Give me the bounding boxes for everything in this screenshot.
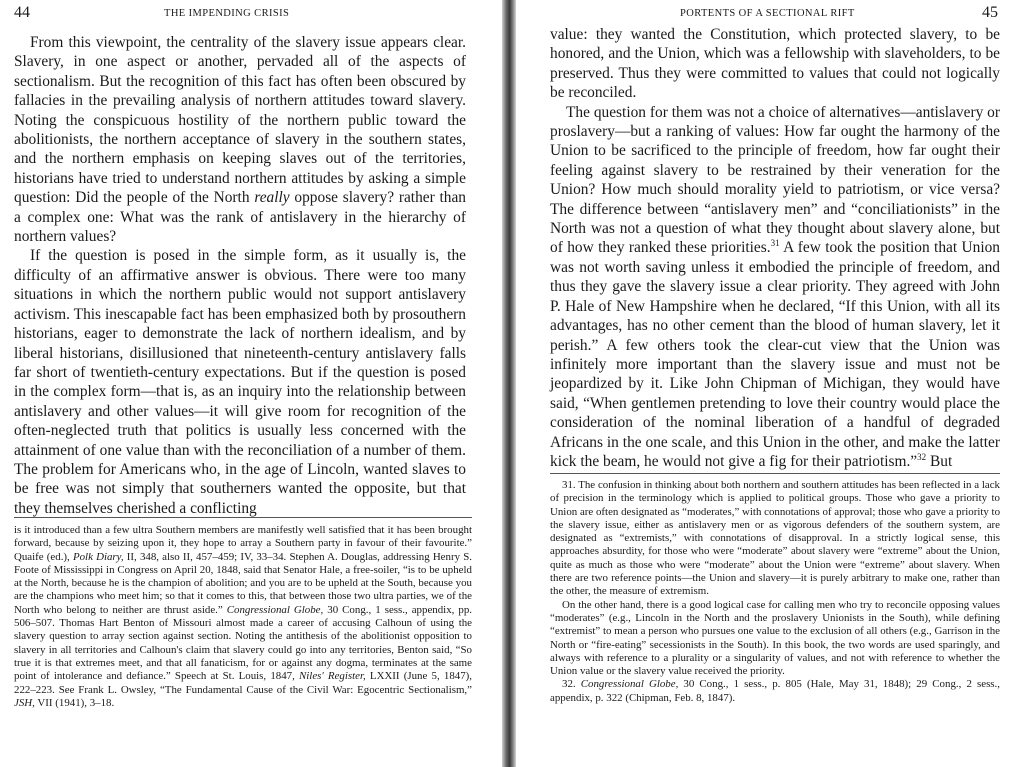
text-run: Polk Diary, (72, 550, 124, 563)
paragraph (550, 678, 1000, 705)
body-text (14, 33, 466, 518)
text-run: A few took the position that Union was not worth saving unless it embodied the principle of freedom, and thus they gave the slavery issue a clear priority. They agreed with John P. Hale of New Hampshire when he declared, “If this Union, with all its advantages, has no other cement than the blood of human slavery, let it perish.” A few others took the clear-cut view that the Union was infinitely more important than the slavery issue and must not be jeopardized by it. Like John Chipman of Michigan, they would have said, “When gentlemen pretending to love their country would place the consideration of the nominal liberation of a handful of degraded Africans in the one scale, and this Union in the other, and make the latter kick the beam, he would not give a fig for their patriotism.” (550, 239, 1000, 470)
footnotes (14, 524, 472, 710)
paragraph (550, 599, 1000, 679)
body-text (550, 25, 1000, 471)
running-head: PORTENTS OF A SECTIONAL RIFT (680, 8, 855, 19)
text-run: oppose slavery? rather than a complex one: What was the rank of antislavery in the hierarchy of northern values? (14, 189, 466, 246)
footnote-ref: 32 (917, 451, 927, 462)
page-number: 45 (982, 4, 998, 21)
text-run: really (254, 189, 290, 207)
text-run: Congressional Globe, (580, 678, 679, 691)
book-gutter (502, 0, 516, 767)
footnote-rule (550, 473, 1000, 474)
footnote-ref: 31 (770, 238, 780, 249)
paragraph (550, 479, 1000, 599)
text-run: But (926, 452, 953, 470)
running-head: THE IMPENDING CRISIS (164, 8, 290, 19)
text-run: 30 Cong., 1 sess., appendix, pp. 506–507. Thomas Hart Benton of Missouri almost made a career of accusing Calhoun of using the slavery question to array section against section. Noting the antithesis of the abolitionist opposition to slavery in all territories and Calhoun's claim that slavery could go into any territories, Benton said, “So true it is that extremes meet, and that all fanaticism, for or against any dogma, terminates at the same point of intolerance and defiance.” Speech at St. Louis, 1847, (14, 603, 473, 683)
page-number: 44 (14, 4, 30, 21)
text-run: From this viewpoint, the centrality of the slavery issue appears clear. Slavery, in one aspect or another, pervaded all of the aspects of sectionalism. But the recognition of this fact has often been obscured by fallacies in the prevailing analysis of northern attitudes toward slavery. Noting the conspicuous hostility of the northern public toward the abolitionists, the northern acceptance of slavery in the southern states, and the northern emphasis on keeping slaves out of the territories, historians have tried to understand northern attitudes by asking a simple question: Did the people of the North (14, 34, 466, 207)
text-run: 30 Cong., 1 sess., p. 805 (Hale, May 31, 1848); 29 Cong., 2 sess., appendix, p. 322 (Chipman, Feb. 8, 1847). (550, 678, 1000, 704)
text-run: JSH, (14, 696, 35, 709)
paragraph (14, 524, 472, 710)
footnotes (550, 479, 1000, 705)
text-run: Congressional Globe, (226, 603, 324, 616)
text-run: Niles' Register, (299, 670, 366, 683)
text-run: VII (1941), 3–18. (34, 696, 115, 709)
text-run: LXXII (June 5, 1847), 222–223. See Frank L. Owsley, “The Fundamental Cause of the Civil War: Egocentric Sectionalism,” (14, 670, 473, 696)
text-run: 31. The confusion in thinking about both northern and southern attitudes has been reflected in a lack of precision in the terminology which is applied to political groups. Those who gave a priority to Union are often designated as “moderates,” with connotations of approval; those who gave a priority to the slavery issue, either as antislavery men or as vigorous defenders of the southern system, are designated as “extremists,” with connotations of disapproval. In a strictly logical sense, this approaches absurdity, for those who were “moderate” about slavery were “extreme” about the Union, quite as much as those who were “moderate” about the Union were “extreme” about slavery. When there are two reference points—the Union and slavery—it is purely arbitrary to make one, rather than the other, the measure of extremism. (550, 479, 1001, 598)
paragraph (550, 103, 1000, 472)
paragraph (14, 33, 466, 246)
text-run: 32. (562, 678, 581, 691)
text-run: is it introduced than a few ultra Southern members are manifestly well satisfied that it has been brought forward, because by seizing upon it, they hope to array a Southern party in favour of their favourite.” Quaife (ed.), (14, 524, 472, 563)
paragraph (14, 246, 466, 518)
right-page (516, 0, 1020, 767)
paragraph (550, 25, 1000, 103)
text-run: value: they wanted the Constitution, which protected slavery, to be honored, and the Union, which was a fellowship with slaveholders, to be preserved. Thus they were committed to values that could not logically be reconciled. (550, 26, 1000, 102)
text-run: On the other hand, there is a good logical case for calling men who try to reconcile opposing values “moderates” (e.g., Lincoln in the North and the proslavery Unionists in the South), while defining “extremist” to mean a person who pursues one value to the exclusion of all others (e.g., Garrison in the North or “fire-eating” secessionists in the South). In this book, the two words are used sparingly, and always with reference to a plurality or a singularity of values, and not with reference to whether the Union value or the slavery value received the priority. (550, 598, 1000, 678)
text-run: If the question is posed in the simple form, as it usually is, the difficulty of an affirmative answer is obvious. There were too many situations in which the northern public would not support antislavery activism. This inescapable fact has been emphasized both by prosouthern historians, eager to demonstrate the lack of northern idealism, and by liberal historians, disillusioned that nineteenth-century antislavery falls far short of twentieth-century expectations. But if the question is posed in the complex form—that is, as an inquiry into the relationship between antislavery and other values—it will give room for recognition of the often-neglected truth that politics is usually less concerned with the attainment of one value than with the reconciliation of a number of them. The problem for Americans who, in the age of Lincoln, wanted slaves to be free was not simply that southerners wanted the opposite, but that they themselves cherished a conflicting (14, 247, 466, 517)
footnote-rule (14, 517, 472, 518)
left-page (0, 0, 502, 767)
text-run: The question for them was not a choice of alternatives—antislavery or proslavery—but a ranking of values: How far ought the harmony of the Union to be sacrificed to the principle of freedom, how far ought their feeling against slavery to be restrained by their veneration for the Union? How much should morality yield to patriotism, or vice versa? The difference between “antislavery men” and “conciliationists” in the North was not a question of what they thought about slavery alone, but of how they ranked these priorities. (550, 103, 1000, 257)
text-run: II, 348, also II, 457–459; IV, 33–34. Stephen A. Douglas, addressing Henry S. Foote of Mississippi in Congress on April 20, 1848, said that Senator Hale, a free-soiler, “is to be upheld at the North, because he is the champion of abolition; and you are to be upheld at the South, because you are the champions who meet him; so that it comes to this, that between those two ultra parties, we of the North who belong to neither are thrust aside.” (14, 550, 472, 616)
